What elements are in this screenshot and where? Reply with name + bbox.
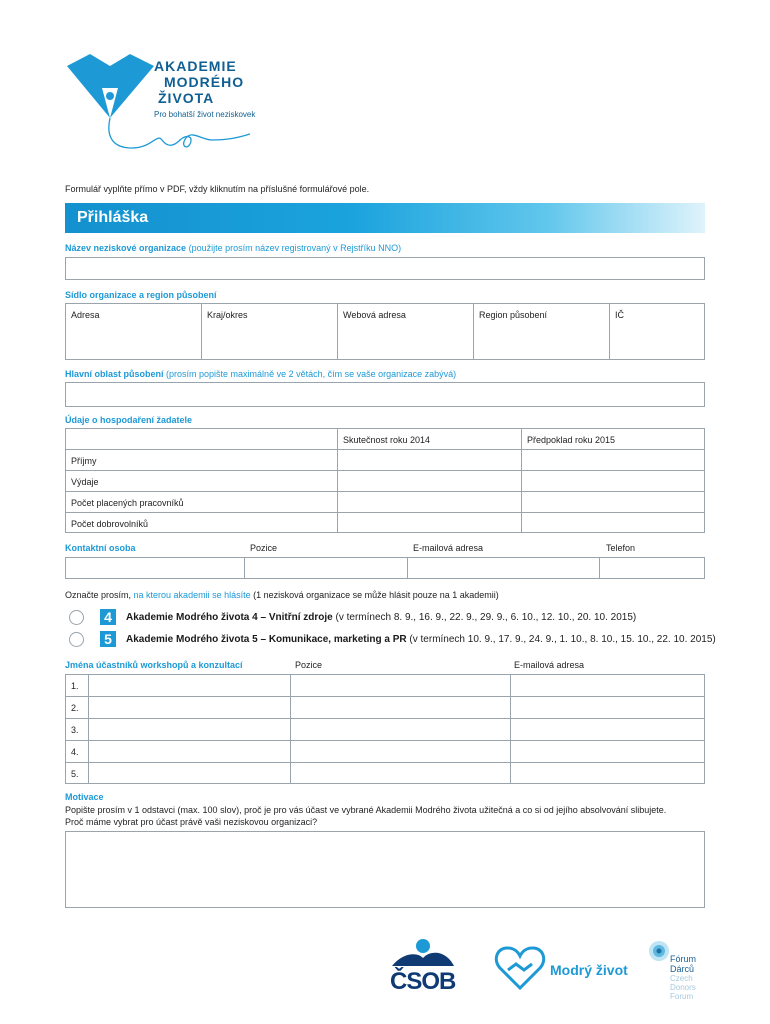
participant-email-field[interactable]: [510, 696, 705, 719]
seat-ico-cell[interactable]: [609, 303, 705, 360]
finance-col-2014-label: Skutečnost roku 2014: [343, 435, 431, 445]
main-area-label: Hlavní oblast působení: [65, 369, 164, 379]
participant-number: [65, 674, 89, 697]
academy-4-radio[interactable]: [69, 610, 84, 625]
finance-row-paid-staff: Počet placených pracovníků: [71, 498, 184, 508]
participant-position-field[interactable]: [290, 740, 511, 763]
logo-tagline: Pro bohatší život neziskovek: [154, 110, 256, 119]
contact-table: [65, 557, 705, 579]
forum-dots-icon: [648, 940, 670, 962]
finance-row-label: [65, 491, 338, 513]
seat-col-district: Kraj/okres: [207, 310, 248, 320]
participant-email-field[interactable]: [510, 674, 705, 697]
contact-email-field[interactable]: [407, 557, 600, 579]
finance-row-volunteers: Počet dobrovolníků: [71, 519, 149, 529]
academy-4-dates: (v termínech 8. 9., 16. 9., 22. 9., 29. 9., 6. 10., 12. 10., 20. 10. 2015): [335, 612, 637, 623]
seat-region-cell[interactable]: [201, 303, 338, 360]
participants-email-label: E-mailová adresa: [514, 660, 585, 670]
org-name-hint: (použijte prosím název registrovaný v Rejstříku NNO): [188, 243, 402, 253]
seat-table: [65, 303, 705, 360]
participant-number-label: 4.: [71, 747, 79, 757]
finance-header-2014: [337, 428, 522, 450]
main-area-hint: (prosím popište maximálně ve 2 větách, čím se vaše organizace zabývá): [166, 369, 457, 379]
participant-name-field[interactable]: [88, 740, 291, 763]
participant-name-field[interactable]: [88, 674, 291, 697]
handshake-heart-icon: [494, 944, 546, 992]
finance-cell[interactable]: [521, 449, 705, 471]
seat-label: Sídlo organizace a region působení: [65, 290, 217, 300]
participant-number-label: 3.: [71, 725, 79, 735]
motivation-field[interactable]: [65, 831, 705, 908]
main-area-field[interactable]: [65, 382, 705, 407]
contact-phone-label: Telefon: [606, 543, 636, 553]
participant-position-field[interactable]: [290, 762, 511, 784]
participant-email-field[interactable]: [510, 718, 705, 741]
finance-cell[interactable]: [337, 470, 522, 492]
forum-line-1: Fórum: [670, 954, 697, 964]
csob-wave-icon: [388, 938, 458, 968]
contact-label: Kontaktní osoba: [65, 543, 136, 553]
seat-col-address: Adresa: [71, 310, 100, 320]
participants-label: Jména účastníků workshopů a konzultací: [65, 660, 243, 670]
logo-line-1: AKADEMIE: [154, 58, 237, 74]
seat-operation-cell[interactable]: [473, 303, 610, 360]
finance-row-income: Příjmy: [71, 456, 97, 466]
seat-col-ico: IČ: [615, 310, 624, 320]
finance-col-2015-label: Předpoklad roku 2015: [527, 435, 616, 445]
participant-position-field[interactable]: [290, 674, 511, 697]
finance-row-label: [65, 512, 338, 533]
finance-cell[interactable]: [521, 512, 705, 533]
modry-zivot-logo: [494, 944, 634, 994]
finance-table: [65, 428, 705, 533]
finance-cell[interactable]: [337, 491, 522, 513]
contact-position-label: Pozice: [250, 543, 278, 553]
motivation-line-2: Proč máme vybrat pro účast právě vaši neziskovou organizaci?: [65, 817, 318, 827]
motivation-line-1: Popište prosím v 1 odstavci (max. 100 slov), proč je pro vás účast ve vybrané Akademii Modrého života užitečná a co si od jejího absolvování slibujete.: [65, 805, 667, 815]
motivation-label: Motivace: [65, 792, 104, 802]
seat-address-cell[interactable]: [65, 303, 202, 360]
seat-col-region: Region působení: [479, 310, 548, 320]
forum-line-5: Forum: [670, 992, 694, 1001]
csob-wordmark: ČSOB: [390, 968, 456, 995]
finance-row-expenses: Výdaje: [71, 477, 99, 487]
forum-darcu-logo: [648, 940, 708, 1002]
forum-line-2: Dárců: [670, 964, 695, 974]
participant-number: [65, 718, 89, 741]
academy-4-text: [126, 612, 636, 623]
choose-prefix: Označte prosím,: [65, 590, 134, 600]
contact-name-field[interactable]: [65, 557, 245, 579]
participant-email-field[interactable]: [510, 740, 705, 763]
participants-table: [65, 674, 705, 784]
academy-logo: [62, 48, 302, 163]
academy-5-radio[interactable]: [69, 632, 84, 647]
org-name-field[interactable]: [65, 257, 705, 280]
academy-5-text: [126, 634, 716, 645]
participant-name-field[interactable]: [88, 718, 291, 741]
seat-web-cell[interactable]: [337, 303, 474, 360]
finance-cell[interactable]: [521, 491, 705, 513]
seat-col-web: Webová adresa: [343, 310, 406, 320]
participant-number: [65, 740, 89, 763]
logo-line-2: MODRÉHO: [164, 74, 245, 90]
main-area-label-row: [65, 369, 456, 380]
participant-number-label: 2.: [71, 703, 79, 713]
academy-5-dates: (v termínech 10. 9., 17. 9., 24. 9., 1. 10., 8. 10., 15. 10., 22. 10. 2015): [409, 634, 716, 645]
title-banner: [65, 203, 705, 233]
participant-position-field[interactable]: [290, 696, 511, 719]
modry-zivot-wordmark: Modrý život: [550, 962, 628, 978]
academy-5-number: 5: [100, 631, 116, 647]
participant-number: [65, 762, 89, 784]
intro-text: Formulář vyplňte přímo v PDF, vždy kliknutím na příslušné formulářové pole.: [65, 184, 370, 194]
academy-4-number: 4: [100, 609, 116, 625]
participant-name-field[interactable]: [88, 762, 291, 784]
contact-phone-field[interactable]: [599, 557, 705, 579]
finance-header-2015: [521, 428, 705, 450]
academy-4-title: Akademie Modrého života 4 – Vnitřní zdroje: [126, 612, 333, 623]
forum-line-4: Donors: [670, 983, 696, 992]
finance-row-label: [65, 449, 338, 471]
finance-cell[interactable]: [337, 449, 522, 471]
participant-position-field[interactable]: [290, 718, 511, 741]
finance-header-empty: [65, 428, 338, 450]
choose-suffix: (1 nezisková organizace se může hlásit pouze na 1 akademii): [250, 590, 499, 600]
participant-number-label: 1.: [71, 681, 79, 691]
participant-email-field[interactable]: [510, 762, 705, 784]
choose-highlight: na kterou akademii se hlásíte: [133, 590, 251, 600]
finance-cell[interactable]: [337, 512, 522, 533]
participants-position-label: Pozice: [295, 660, 323, 670]
page-title: Přihláška: [77, 209, 149, 226]
participant-name-field[interactable]: [88, 696, 291, 719]
org-name-label: Název neziskové organizace: [65, 243, 187, 253]
choose-text: [65, 590, 499, 601]
finance-label: Údaje o hospodaření žadatele: [65, 415, 193, 425]
contact-email-label: E-mailová adresa: [413, 543, 484, 553]
forum-line-3: Czech: [670, 974, 693, 983]
org-name-label-row: [65, 243, 401, 254]
participant-number-label: 5.: [71, 769, 79, 779]
csob-logo: [388, 938, 458, 996]
finance-row-label: [65, 470, 338, 492]
logo-line-3: ŽIVOTA: [158, 90, 215, 106]
contact-position-field[interactable]: [244, 557, 408, 579]
academy-5-title: Akademie Modrého života 5 – Komunikace, marketing a PR: [126, 634, 407, 645]
finance-cell[interactable]: [521, 470, 705, 492]
participant-number: [65, 696, 89, 719]
